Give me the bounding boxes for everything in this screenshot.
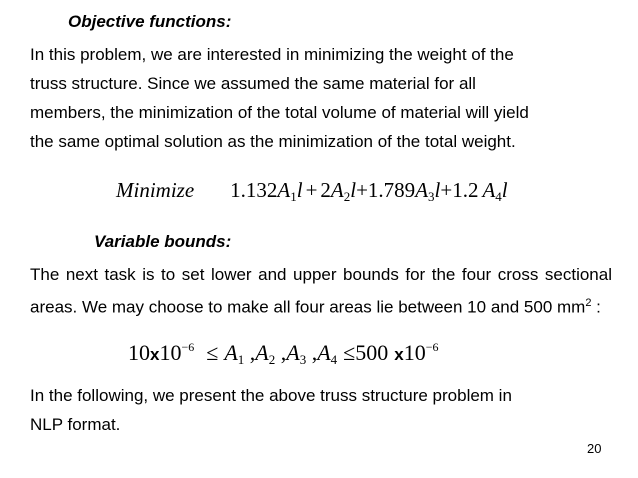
- objective-line-2: truss structure. Since we assumed the same material for all: [30, 74, 476, 93]
- sep-3: ,: [306, 340, 318, 365]
- unit-exponent: 2: [585, 297, 592, 309]
- sub-2: 2: [343, 189, 351, 204]
- bounds-inequality: [128, 340, 438, 368]
- sub-2: 2: [268, 352, 276, 367]
- times-sign-2: x: [394, 345, 404, 364]
- sub-3: 3: [428, 189, 435, 204]
- var-a4: A: [317, 340, 331, 365]
- upper-coef: 500: [355, 340, 389, 365]
- len-l2: l: [350, 178, 357, 202]
- le-sign-2: ≤: [343, 340, 356, 365]
- following-line-1: In the following, we present the above truss structure problem in: [30, 386, 512, 405]
- sub-4: 4: [495, 189, 502, 204]
- objective-line-4: the same optimal solution as the minimization of the total weight.: [30, 132, 516, 151]
- sub-4: 4: [330, 352, 338, 367]
- bounds-text-end: :: [591, 297, 601, 317]
- bounds-heading: Variable bounds:: [94, 232, 232, 251]
- var-a2: A: [330, 178, 344, 202]
- following-line-2: NLP format.: [30, 415, 121, 434]
- page-number: 20: [587, 441, 602, 456]
- sep-1: ,: [244, 340, 256, 365]
- sep-2: ,: [275, 340, 287, 365]
- coef-1: 1.132: [230, 178, 278, 202]
- lower-base: 10: [159, 340, 182, 365]
- objective-equation: [116, 178, 508, 205]
- following-paragraph: [30, 381, 512, 439]
- objective-line-3: members, the minimization of the total volume of material will yield: [30, 103, 529, 122]
- len-l4: l: [501, 178, 508, 202]
- len-l1: l: [296, 178, 303, 202]
- lower-exponent: −6: [181, 340, 195, 354]
- sub-1: 1: [290, 189, 297, 204]
- times-sign-1: x: [150, 345, 160, 364]
- var-a4: A: [482, 178, 496, 202]
- var-a1: A: [277, 178, 291, 202]
- sub-1: 1: [237, 352, 245, 367]
- var-a3: A: [286, 340, 300, 365]
- le-sign-1: ≤: [206, 340, 219, 365]
- len-l3: l: [434, 178, 441, 202]
- objective-paragraph: [30, 40, 529, 156]
- var-a1: A: [224, 340, 238, 365]
- equation-label: Minimize: [116, 178, 195, 202]
- coef-2: 2: [320, 178, 331, 202]
- bounds-text: The next task is to set lower and upper bounds for the four cross sectional areas. We may choose to make all four areas lie between 10 and 500 mm: [30, 265, 612, 317]
- bounds-paragraph: [30, 260, 612, 322]
- objective-line-1: In this problem, we are interested in minimizing the weight of the: [30, 45, 514, 64]
- op-1: +: [305, 178, 318, 202]
- var-a3: A: [415, 178, 429, 202]
- sub-3: 3: [299, 352, 307, 367]
- var-a2: A: [255, 340, 269, 365]
- op-2: +1.789: [356, 178, 416, 202]
- lower-coef: 10: [128, 340, 150, 365]
- objective-heading: Objective functions:: [68, 12, 232, 31]
- op-3: +1.2: [440, 178, 479, 202]
- upper-exponent: −6: [425, 340, 439, 354]
- upper-base: 10: [403, 340, 426, 365]
